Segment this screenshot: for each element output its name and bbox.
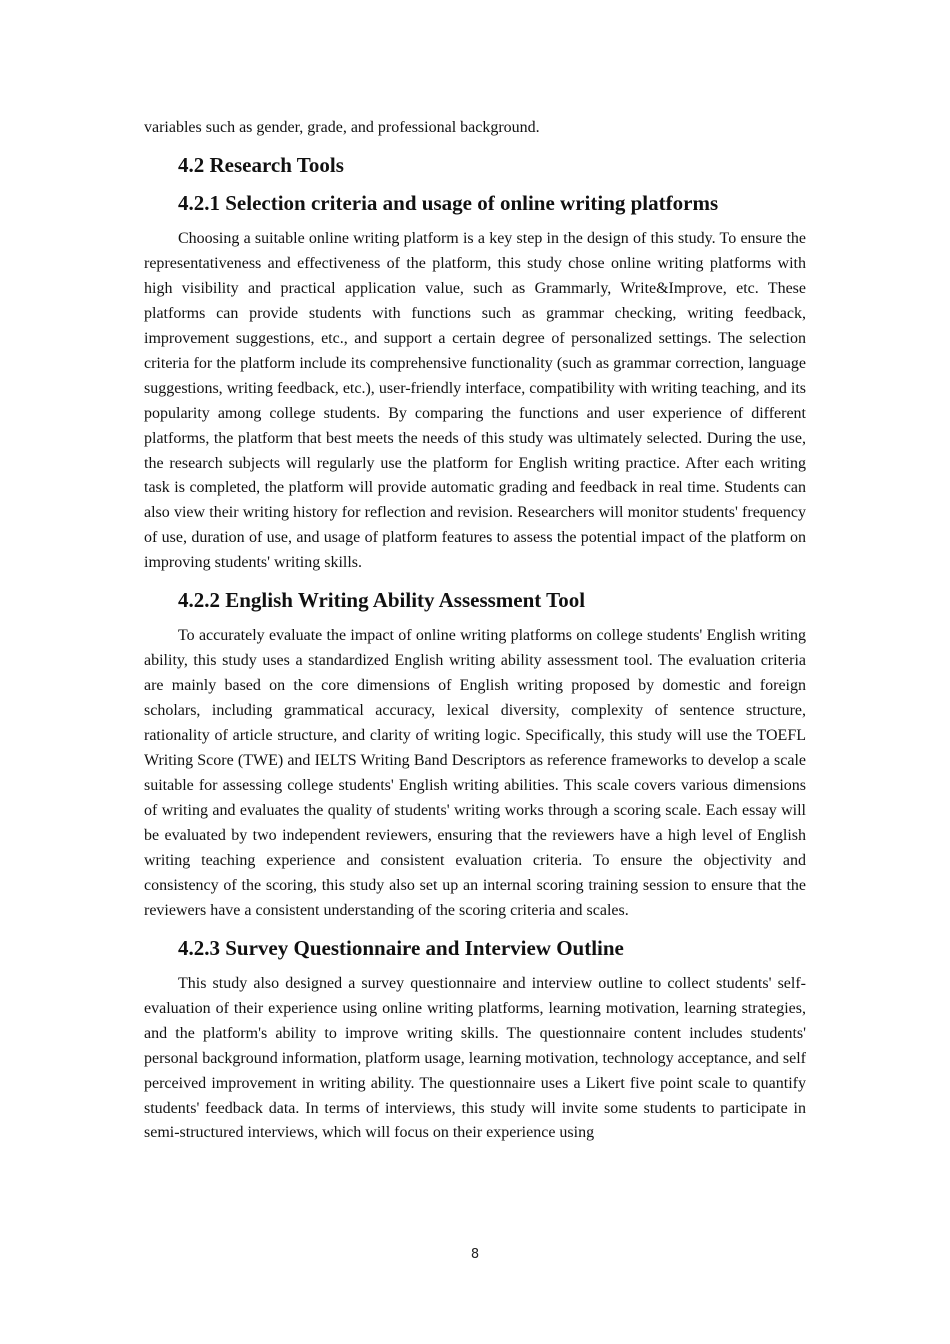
section-heading-4-2: 4.2 Research Tools (178, 152, 344, 177)
paragraph-4-2-2: To accurately evaluate the impact of online writing platforms on college students' English writing ability, this study uses a standardized English writing ability assessment tool. The evaluation criteria are mainly based on the core dimensions of English writing proposed by domestic and foreign scholars, including grammatical accuracy, lexical diversity, complexity of sentence structure, rationality of article structure, and clarity of writing logic. Specifically, this study will use the TOEFL Writing Score (TWE) and IELTS Writing Band Descriptors as reference frameworks to develop a scale suitable for assessing college students' English writing abilities. This scale covers various dimensions of writing and evaluates the quality of students' writing works through a scoring scale. Each essay will be evaluated by two independent reviewers, ensuring that the reviewers have a high level of English writing teaching experience and consistent evaluation criteria. To ensure the objectivity and consistency of the scoring, this study also set up an internal scoring training session to ensure that the reviewers have a consistent understanding of the scoring criteria and scales. (144, 627, 806, 919)
paragraph-4-2-3: This study also designed a survey questionnaire and interview outline to collect students' self-evaluation of their experience using online writing platforms, learning motivation, learning strategies, and the platform's ability to improve writing skills. The questionnaire content includes students' personal background information, platform usage, learning motivation, technology acceptance, and self perceived improvement in writing ability. The questionnaire uses a Likert five point scale to quantify students' feedback data. In terms of interviews, this study will invite some students to participate in semi-structured interviews, which will focus on their experience using (144, 974, 806, 1142)
section-heading-4-2-2: 4.2.2 English Writing Ability Assessment Tool (178, 588, 586, 613)
continuation-paragraph: variables such as gender, grade, and professional background. (144, 119, 540, 136)
document-page (144, 116, 806, 1146)
section-heading-4-2-3: 4.2.3 Survey Questionnaire and Interview Outline (178, 935, 624, 960)
section-heading-4-2-1: 4.2.1 Selection criteria and usage of online writing platforms (178, 190, 719, 215)
paragraph-4-2-1: Choosing a suitable online writing platform is a key step in the design of this study. To ensure the representativeness and effectiveness of the platform, this study chose online writing platforms with high visibility and practical application value, such as Grammarly, Write&Improve, etc. These platforms can provide students with functions such as grammar checking, writing feedback, improvement suggestions, etc., and support a certain degree of personalized settings. The selection criteria for the platform include its comprehensive functionality (such as grammar correction, language suggestions, writing feedback, etc.), user-friendly interface, compatibility with writing teaching, and its popularity among college students. By comparing the functions and user experience of different platforms, the platform that best meets the needs of this study was ultimately selected. During the use, the research subjects will regularly use the platform for English writing practice. After each writing task is completed, the platform will provide automatic grading and feedback in real time. Students can also view their writing history for reflection and revision. Researchers will monitor students' frequency of use, duration of use, and usage of platform features to assess the potential impact of the platform on improving students' writing skills. (144, 229, 806, 572)
page-number: 8 (470, 1247, 480, 1262)
